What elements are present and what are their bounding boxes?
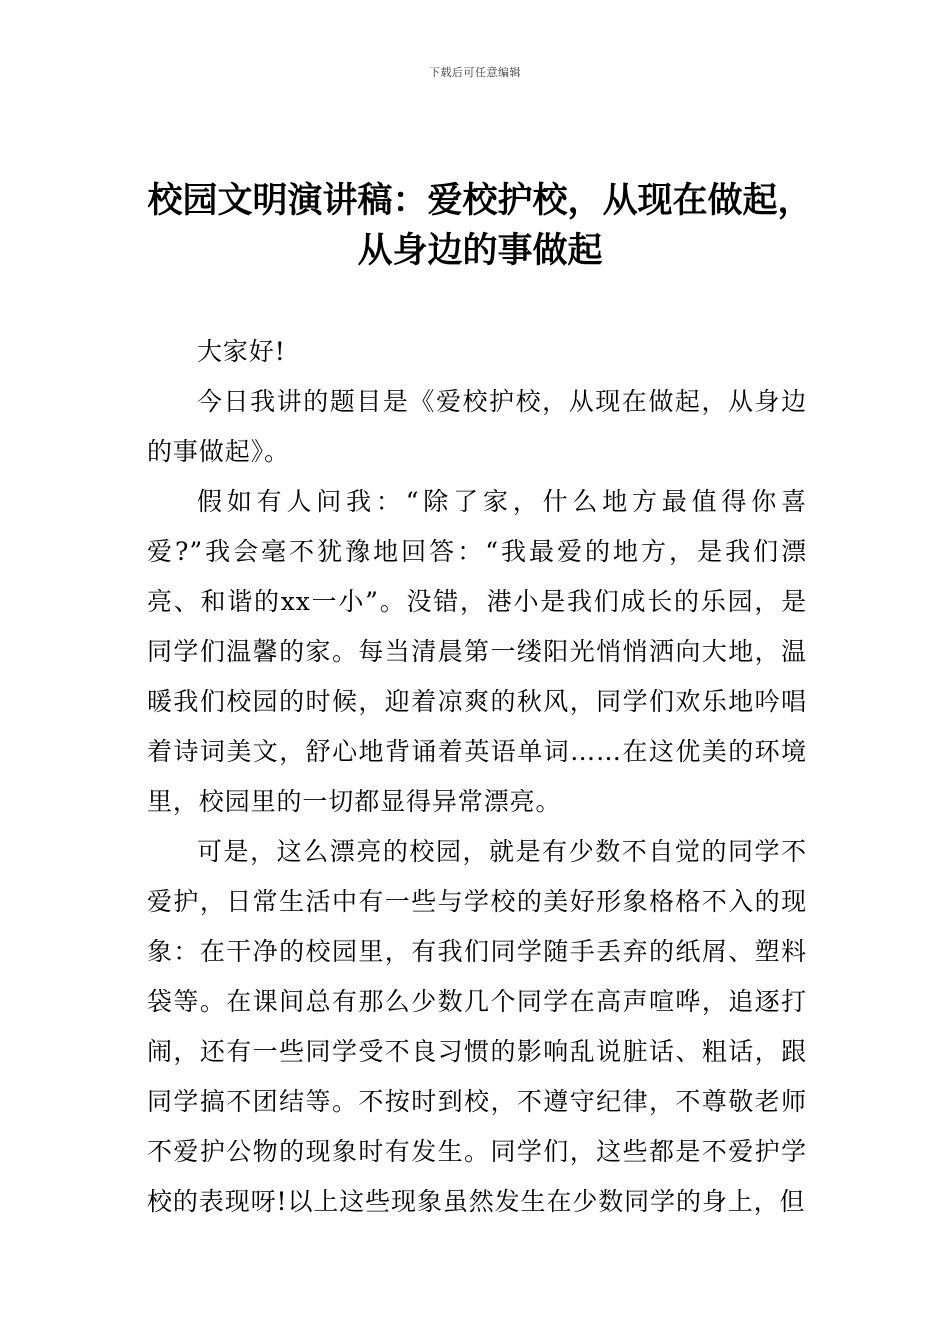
paragraph-bad-habits: 可是，这么漂亮的校园，就是有少数不自觉的同学不爱护，日常生活中有一些与学校的美好形象格格不入的现象：在干净的校园里，有我们同学随手丢弃的纸屑、塑料袋等。在课间总有那么少数几个同学在高声喧哗，追逐打闹，还有一些同学受不良习惯的影响乱说脏话、粗话，跟同学搞不团结等。不按时到校，不遵守纪律，不尊敬老师不爱护公物的现象时有发生。同学们，这些都是不爱护学校的表现呀!以上这些现象虽然发生在少数同学的身上，但 [147, 837, 807, 1216]
paragraph-greeting: 大家好! [197, 337, 286, 366]
document-title: 校园文明演讲稿：爱校护校，从现在做起，从身边的事做起 [147, 181, 813, 271]
document-body [147, 327, 807, 1227]
paragraph-love-school: 假如有人问我：“除了家，什么地方最值得你喜爱?”我会毫不犹豫地回答：“我最爱的地方，是我们漂亮、和谐的xx一小”。没错，港小是我们成长的乐园，是同学们温馨的家。每当清晨第一缕阳光悄悄洒向大地，温暖我们校园的时候，迎着凉爽的秋风，同学们欢乐地吟唱着诗词美文，舒心地背诵着英语单词……在这优美的环境里，校园里的一切都显得异常漂亮。 [147, 487, 807, 816]
paragraph-topic: 今日我讲的题目是《爱校护校，从现在做起，从身边的事做起》。 [147, 387, 807, 466]
header-note: 下载后可任意编辑 [429, 66, 521, 79]
